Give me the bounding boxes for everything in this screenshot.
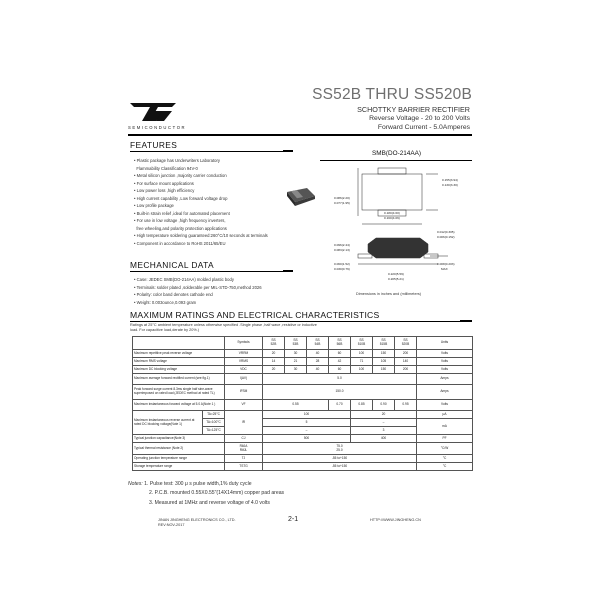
mechanical-rule-tab xyxy=(283,270,293,272)
dim-lead-min: 0.077(1.95) xyxy=(334,201,350,205)
dim-foot-min: 0.030(0.76) xyxy=(334,267,350,271)
table-header-row xyxy=(133,337,473,350)
table-row: TA=100°C 5 – mA xyxy=(133,419,473,427)
table-row: Typical thermal resistance (Note 2) RθJA RθJL 75.0 25.0 °C/W xyxy=(133,443,473,455)
company-logo xyxy=(128,101,178,123)
package-rule xyxy=(320,160,472,161)
dim-body-max: 0.180(4.60) xyxy=(384,211,400,215)
note-3: 3. Measured at 1MHz and reverse voltage of 4.0 volts xyxy=(149,499,270,506)
mechanical-item: • Weight: 0.003ounce,0.093 gram xyxy=(134,299,197,305)
header-rule xyxy=(128,134,472,136)
features-rule-tab xyxy=(283,150,293,152)
dim-thick-min: 0.006(0.152) xyxy=(437,235,455,239)
notes-block xyxy=(128,480,284,508)
table-row: Operating junction temperature range TJ -55 to+150 °C xyxy=(133,455,473,463)
table-row: Maximum RMS voltage VRMS 14 21 28 42 71 105 140 Volts xyxy=(133,358,473,366)
feature-item: • Built-in strain relief ,ideal for automated placement xyxy=(134,210,230,216)
part-header: SS 52B xyxy=(263,337,285,350)
table-row: Maximum repetitive peak reverse voltage VRRM 20 30 40 60 100 150 200 Volts xyxy=(133,350,473,358)
note-2: 2. P.C.B. mounted 0.55X0.55"(14X14mm) copper pad areas xyxy=(149,490,285,497)
footer-url: HTTP://WWW.JINGHENG.CN xyxy=(370,518,421,522)
device-summary xyxy=(357,105,470,132)
dim-width-max: 0.155(3.94) xyxy=(442,178,458,182)
dim-lead-max: 0.086(2.20) xyxy=(334,196,350,200)
ratings-rule xyxy=(130,321,472,322)
table-row: Typical junction capacitance(Note 3) CJ 500 400 PF xyxy=(133,435,473,443)
units-header: Units xyxy=(417,337,473,350)
dim-height-max: 0.096(2.44) xyxy=(334,243,350,247)
feature-item: • High current capability ,Low forward voltage drop xyxy=(134,195,228,201)
mechanical-heading: MECHANICAL DATA xyxy=(130,260,215,270)
table-row: Maximum DC blocking voltage VDC 20 30 40 60 100 150 200 Volts xyxy=(133,366,473,374)
table-row: Maximum instantaneous reverse current at rated DC blocking voltage(Note 1) TA=25°C IR 100 20 μA xyxy=(133,411,473,419)
ratings-intro xyxy=(130,323,317,333)
table-row: Maximum instantaneous forward voltage at 5.0 A(Note 1 ) VF 0.55 0.70 0.85 0.90 0.95 Volts xyxy=(133,400,473,411)
note-1: Notes: 1. Pulse test: 300 μ s pulse width,1% duty cycle xyxy=(128,481,252,487)
dim-overall-min: 0.205(5.21) xyxy=(388,277,404,281)
ratings-rule-tab xyxy=(460,320,472,322)
company-tagline: SEMICONDUCTOR xyxy=(128,125,187,130)
mechanical-item: • Polarity: color band denotes cathode end xyxy=(134,292,213,298)
features-list xyxy=(134,157,268,248)
features-rule xyxy=(130,151,293,152)
feature-item: • Low profile package xyxy=(134,203,174,209)
ratings-table xyxy=(132,336,473,471)
part-header: SS 53B xyxy=(285,337,307,350)
dim-foot-max: 0.060(1.52) xyxy=(334,262,350,266)
mechanical-rule xyxy=(130,271,293,272)
reverse-voltage: Reverse Voltage - 20 to 200 Volts xyxy=(369,115,470,122)
device-type: SCHOTTKY BARRIER RECTIFIER xyxy=(357,105,470,114)
dim-body-min: 0.160(4.06) xyxy=(384,216,400,220)
page-number: 2-1 xyxy=(288,516,299,523)
package-photo xyxy=(283,186,317,208)
part-range-title: SS52B THRU SS520B xyxy=(312,86,472,103)
mechanical-item: • Terminals: solder plated ,solderable per MIL-STD-750,method 2026 xyxy=(134,284,262,290)
mechanical-item: • Case: JEDEC SMB(DO-214AA) molded plastic body xyxy=(134,277,234,282)
features-heading: FEATURES xyxy=(130,140,178,150)
part-header: SS 54B xyxy=(307,337,329,350)
ratings-intro-line1: Ratings at 25°C ambient temperature unless otherwise specified .Single phase ,half wave ,resistive or inductive xyxy=(130,323,317,327)
table-row: Peak forward surge current 8.3ms single half sine-wave superimposed on rated load (JEDEC method at rated TL) IFSM 150.0 Amps xyxy=(133,385,473,400)
footer-revision: REV:NOV-2017 xyxy=(158,523,185,527)
dim-width-min: 0.130(3.30) xyxy=(442,183,458,187)
feature-item: • For surface mount applications xyxy=(134,180,194,186)
forward-current: Forward Current - 5.0Amperes xyxy=(377,124,470,131)
symbols-header: Symbols xyxy=(225,337,263,350)
feature-item: • Metal silicon junction ,majority carrier conduction xyxy=(134,173,227,179)
ratings-intro-line2: load. For capacitive load,derate by 20%.) xyxy=(130,328,200,332)
dim-standoff-max: MAX xyxy=(441,267,448,271)
part-header: SS 520B xyxy=(395,337,417,350)
table-row: TA=125°C – 3 xyxy=(133,427,473,435)
dim-overall-max: 0.220(5.59) xyxy=(388,272,404,276)
dim-thick-max: 0.012(0.305) xyxy=(437,230,455,234)
table-row: Maximum average forward rectified current (see fig.1) I(AV) 5.0 Amps xyxy=(133,374,473,385)
table-row: Storage temperature range TSTG -55 to+150 °C xyxy=(133,463,473,471)
package-name: SMB(DO-214AA) xyxy=(372,150,422,157)
mechanical-list xyxy=(134,276,262,306)
feature-item: • Component in accordance to RoHS 2011/65/EU xyxy=(134,241,226,247)
feature-item: Flammability Classification 94V-0 xyxy=(136,165,198,171)
footer-company: JINAN JINGHENG ELECTRONICS CO., LTD. xyxy=(158,518,236,522)
feature-item: • For use in low voltage ,high frequency inverters, xyxy=(134,218,226,224)
dimensions-note: Dimensions in inches and (millimeters) xyxy=(356,292,421,296)
dim-standoff: 0.008(0.203) xyxy=(437,262,455,266)
feature-item: • Plastic package has Underwriters Laboratory xyxy=(134,158,220,163)
ratings-heading: MAXIMUM RATINGS AND ELECTRICAL CHARACTERISTICS xyxy=(130,310,380,320)
part-header: SS 510B xyxy=(351,337,373,350)
feature-item: free wheeling,and polarity protection applications xyxy=(136,225,227,231)
dim-height-min: 0.083(2.13) xyxy=(334,248,350,252)
feature-item: • Low power loss ,high efficiency xyxy=(134,188,195,194)
feature-item: • High temperature soldering guaranteed:260°C/10 seconds at terminals xyxy=(134,233,268,239)
part-header: SS 56B xyxy=(329,337,351,350)
part-header: SS 515B xyxy=(373,337,395,350)
